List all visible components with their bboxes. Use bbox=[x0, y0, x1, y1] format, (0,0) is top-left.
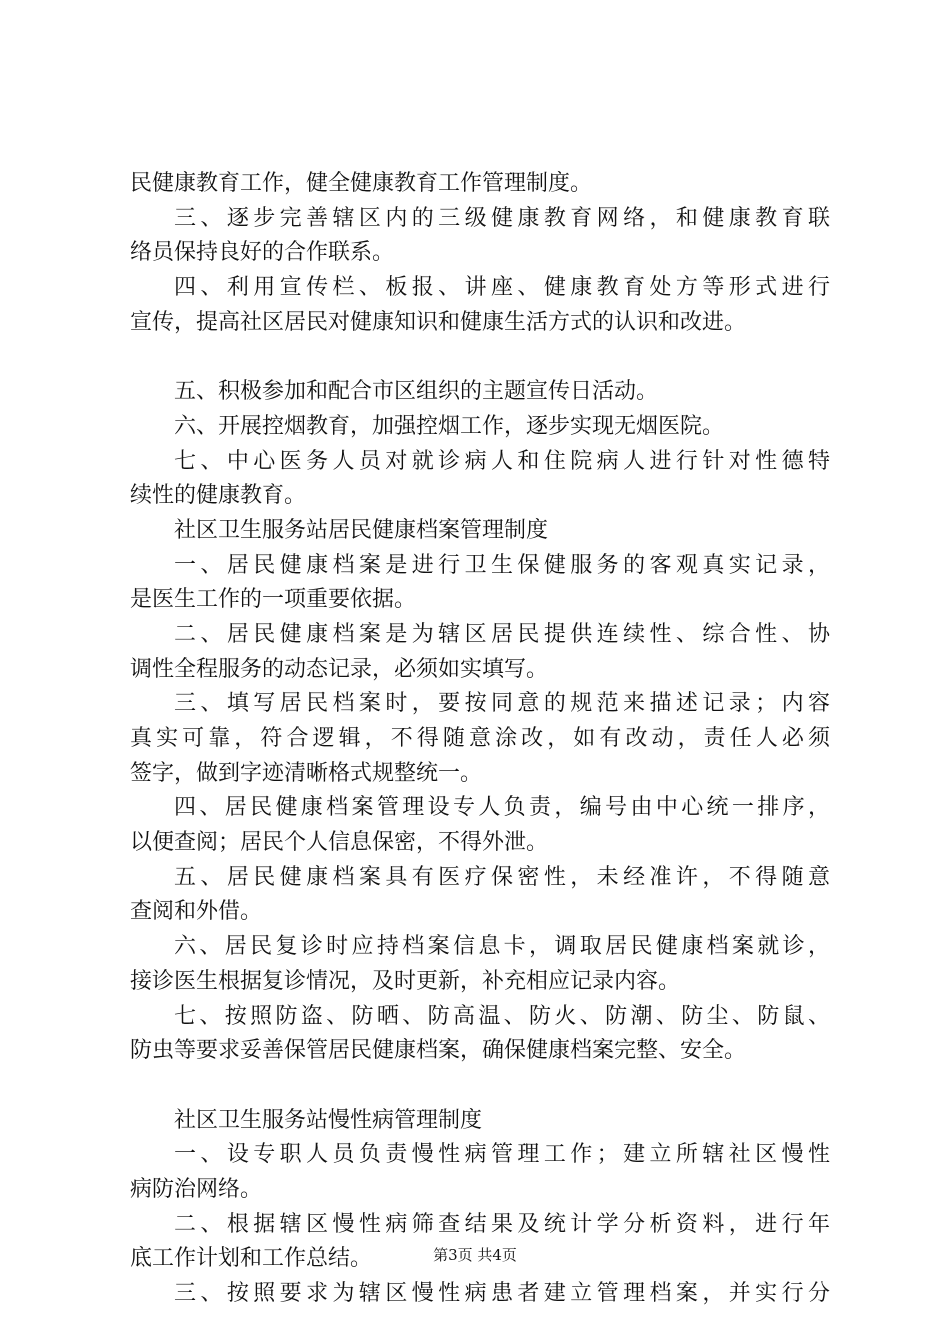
text-line: 调性全程服务的动态记录，必须如实填写。 bbox=[130, 656, 549, 682]
text-line: 二、居民健康档案是为辖区居民提供连续性、综合性、协 bbox=[174, 621, 830, 647]
text-line: 三、按照要求为辖区慢性病患者建立管理档案，并实行分 bbox=[174, 1281, 830, 1306]
text-line: 民健康教育工作，健全健康教育工作管理制度。 bbox=[130, 171, 593, 196]
text-line: 宣传，提高社区居民对健康知识和健康生活方式的认识和改进。 bbox=[130, 309, 747, 335]
blank-line bbox=[130, 1069, 830, 1104]
text-line: 查阅和外借。 bbox=[130, 899, 263, 925]
text-line: 社区卫生服务站居民健康档案管理制度 bbox=[174, 517, 549, 543]
text-line: 五、居民健康档案具有医疗保密性，未经准许，不得随意 bbox=[174, 864, 830, 890]
blank-line bbox=[130, 340, 830, 375]
page-footer: 第3页 共4页 bbox=[433, 1246, 517, 1264]
text-line: 接诊医生根据复诊情况，及时更新，补充相应记录内容。 bbox=[130, 968, 681, 994]
text-line: 七、按照防盗、防晒、防高温、防火、防潮、防尘、防鼠、 bbox=[174, 1003, 830, 1029]
text-line: 二、根据辖区慢性病筛查结果及统计学分析资料，进行年 bbox=[174, 1211, 830, 1237]
text-line: 五、积极参加和配合市区组织的主题宣传日活动。 bbox=[174, 379, 659, 405]
text-line: 以便查阅；居民个人信息保密，不得外泄。 bbox=[130, 830, 549, 856]
text-line: 三、填写居民档案时，要按同意的规范来描述记录；内容 bbox=[174, 691, 830, 717]
text-line: 底工作计划和工作总结。 bbox=[130, 1246, 373, 1272]
text-line: 一、设专职人员负责慢性病管理工作；建立所辖社区慢性 bbox=[174, 1142, 830, 1168]
text-line: 真实可靠，符合逻辑，不得随意涂改，如有改动，责任人必须 bbox=[130, 726, 830, 751]
text-line: 三、逐步完善辖区内的三级健康教育网络，和健康教育联 bbox=[174, 205, 830, 231]
text-line: 六、居民复诊时应持档案信息卡，调取居民健康档案就诊， bbox=[174, 934, 830, 960]
text-line: 是医生工作的一项重要依据。 bbox=[130, 587, 417, 613]
text-line: 四、居民健康档案管理设专人负责，编号由中心统一排序， bbox=[174, 795, 830, 821]
text-line: 续性的健康教育。 bbox=[130, 483, 307, 509]
text-line: 六、开展控烟教育，加强控烟工作，逐步实现无烟医院。 bbox=[174, 413, 725, 439]
document-body bbox=[130, 167, 830, 1312]
text-line: 七、中心医务人员对就诊病人和住院病人进行针对性德特 bbox=[174, 448, 830, 474]
text-line: 四、利用宣传栏、板报、讲座、健康教育处方等形式进行 bbox=[174, 275, 830, 301]
text-line: 防虫等要求妥善保管居民健康档案，确保健康档案完整、安全。 bbox=[130, 1038, 747, 1064]
text-line: 签字，做到字迹清晰格式规整统一。 bbox=[130, 760, 483, 786]
text-line: 一、居民健康档案是进行卫生保健服务的客观真实记录， bbox=[174, 552, 830, 578]
text-line: 病防治网络。 bbox=[130, 1176, 263, 1202]
text-line: 络员保持良好的合作联系。 bbox=[130, 240, 395, 266]
text-line: 社区卫生服务站慢性病管理制度 bbox=[174, 1107, 483, 1133]
